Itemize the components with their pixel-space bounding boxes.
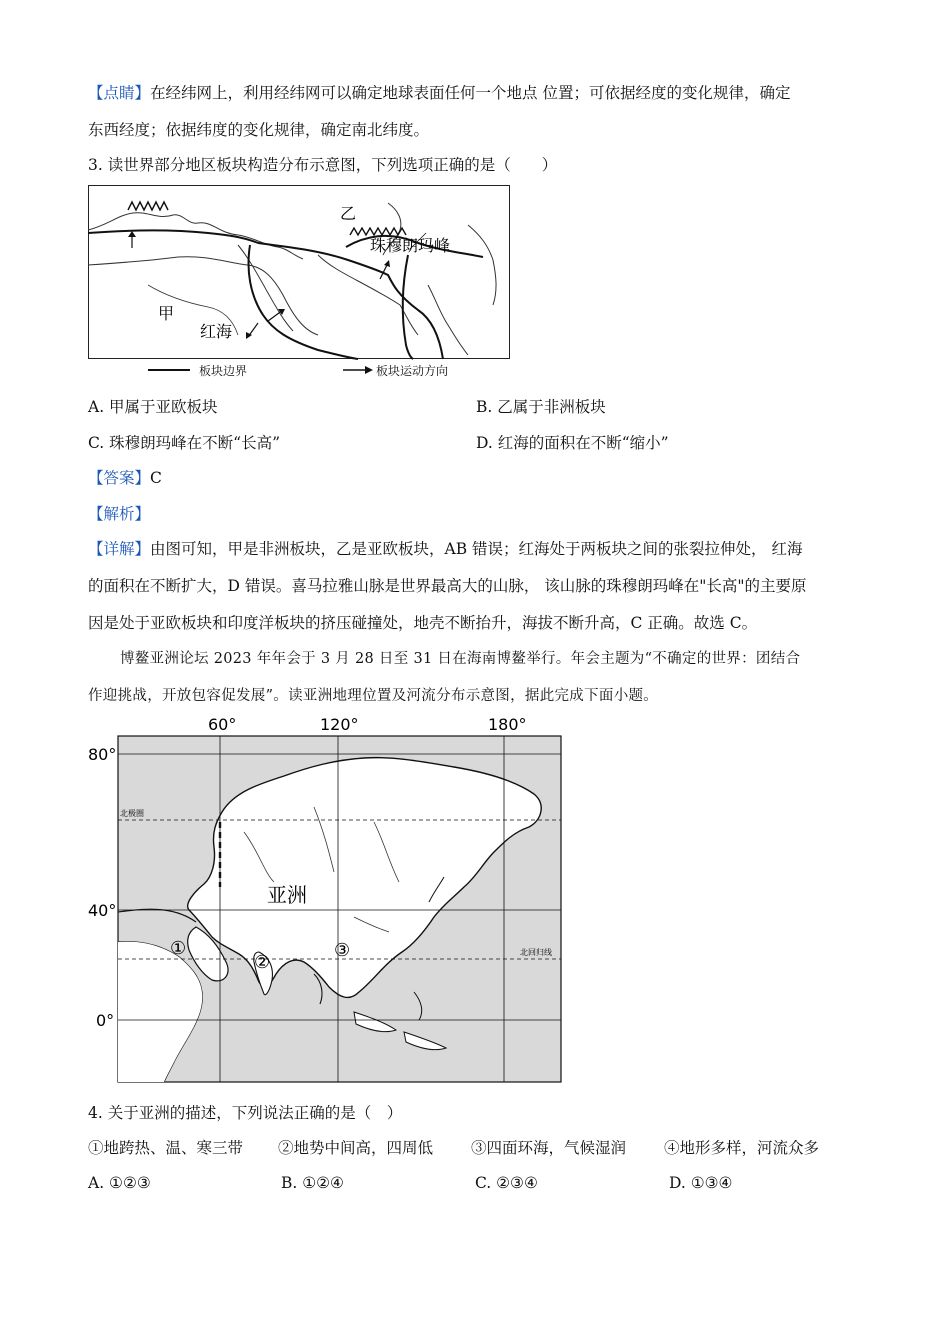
q3-option-a: A. 甲属于亚欧板块	[88, 398, 218, 416]
label-yi: 乙	[340, 204, 357, 223]
detail-text-1: 由图可知，甲是非洲板块，乙是亚欧板块，AB 错误；红海处于两板块之间的张裂拉伸处， 红海	[150, 540, 803, 558]
intro-line-1: 博鳌亚洲论坛 2023 年年会于 3 月 28 日至 31 日在海南博鳌举行。年会主题为“不确定的世界：团结合	[120, 651, 801, 667]
q3-option-d: D. 红海的面积在不断“缩小”	[476, 434, 669, 452]
q3-stem: 3. 读世界部分地区板块构造分布示意图，下列选项正确的是（ ）	[88, 156, 558, 174]
detail-line-3: 因是处于亚欧板块和印度洋板块的挤压碰撞处，地壳不断抬升，海拔不断升高，C 正确。故选 C。	[88, 614, 758, 632]
tropic-label: 北回归线	[520, 948, 552, 957]
q4-option-d: D. ①③④	[669, 1174, 733, 1192]
marker-1: ①	[170, 938, 187, 959]
plate-map-figure	[88, 185, 510, 360]
detail-line-2: 的面积在不断扩大，D 错误。喜马拉雅山脉是世界最高大的山脉， 该山脉的珠穆朗玛峰在"长高"的主要原	[88, 577, 807, 595]
lon-label-60: 60°	[208, 715, 237, 734]
q3-option-c: C. 珠穆朗玛峰在不断“长高”	[88, 434, 281, 452]
lat-label-80: 80°	[88, 745, 117, 764]
answer-value: C	[150, 469, 162, 487]
intro-line-2: 作迎挑战，开放包容促发展”。读亚洲地理位置及河流分布示意图，据此完成下面小题。	[88, 688, 659, 704]
tip-text-1: 在经纬网上，利用经纬网可以确定地球表面任何一个地点 位置；可依据经度的变化规律，确定	[150, 84, 791, 102]
q4-option-b: B. ①②④	[281, 1174, 344, 1192]
lat-label-0: 0°	[96, 1011, 115, 1030]
q3-answer	[88, 467, 162, 489]
legend-motion-arrow	[343, 363, 377, 377]
q4-statement-2: ②地势中间高，四周低	[278, 1139, 434, 1157]
asia-label: 亚洲	[267, 883, 307, 907]
tip-line-1	[88, 82, 790, 104]
label-jia: 甲	[158, 304, 175, 323]
legend-boundary-label: 板块边界	[199, 364, 248, 378]
analysis-tag: 【解析】	[88, 505, 151, 523]
detail-line-1	[88, 538, 802, 560]
marker-2: ②	[254, 952, 271, 973]
label-everest: 珠穆朗玛峰	[370, 236, 451, 255]
tip-line-2: 东西经度；依据纬度的变化规律，确定南北纬度。	[88, 121, 430, 139]
lon-label-180: 180°	[488, 715, 527, 734]
label-red-sea: 红海	[200, 322, 233, 341]
q4-statement-4: ④地形多样，河流众多	[664, 1139, 820, 1157]
lat-label-40: 40°	[88, 901, 117, 920]
detail-tag: 【详解】	[88, 540, 151, 558]
marker-3: ③	[334, 940, 351, 961]
q4-stem: 4. 关于亚洲的描述，下列说法正确的是（ ）	[88, 1104, 403, 1122]
asia-map-figure	[84, 712, 564, 1084]
lon-label-120: 120°	[320, 715, 359, 734]
q4-option-c: C. ②③④	[475, 1174, 538, 1192]
arctic-circle-label: 北极圈	[120, 809, 144, 818]
legend-motion-label: 板块运动方向	[376, 364, 449, 378]
q4-option-a: A. ①②③	[88, 1174, 151, 1192]
answer-tag: 【答案】	[88, 469, 151, 487]
q4-statement-3: ③四面环海，气候湿润	[471, 1139, 627, 1157]
tip-tag: 【点睛】	[88, 84, 151, 102]
q4-statement-1: ①地跨热、温、寒三带	[88, 1139, 244, 1157]
q3-option-b: B. 乙属于非洲板块	[476, 398, 606, 416]
